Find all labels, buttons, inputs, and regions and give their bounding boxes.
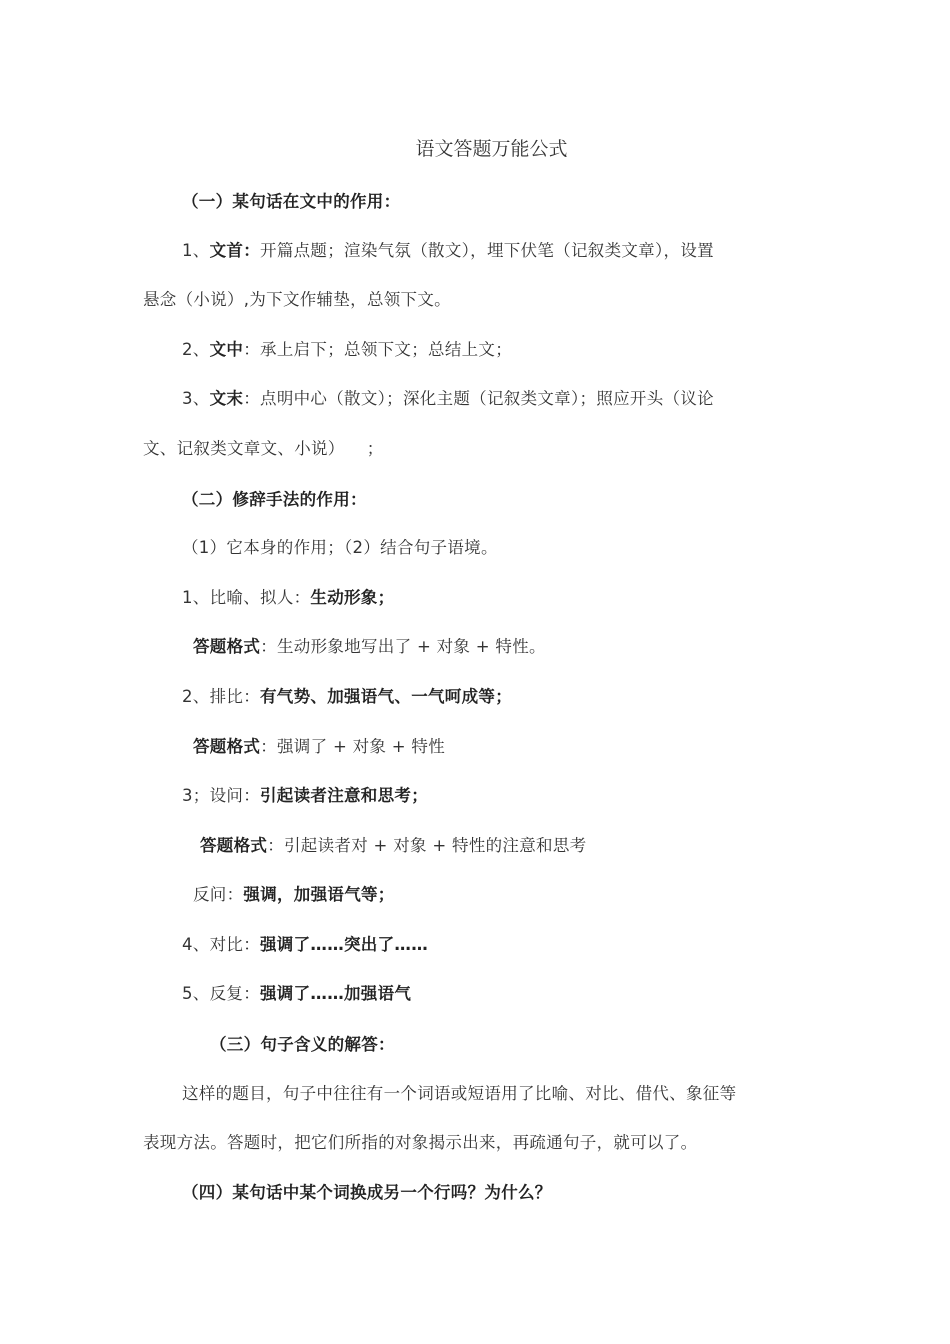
rhetoric-label: 4、对比： bbox=[182, 935, 260, 954]
item-text: 开篇点题；渲染气氛（散文），埋下伏笔（记叙类文章），设置 bbox=[260, 241, 714, 260]
answer-format-label: 答题格式 bbox=[200, 836, 268, 855]
rhetoric-effect: 强调，加强语气等； bbox=[243, 885, 395, 904]
rhetoric-label: 反问： bbox=[193, 885, 244, 904]
item-text: ：点明中心（散文）；深化主题（记叙类文章）；照应开头（议论 bbox=[243, 389, 714, 408]
rhetoric-label: 3；设问： bbox=[182, 786, 260, 805]
item-number: 2、 bbox=[182, 340, 210, 359]
document-title: 语文答题万能公式 bbox=[415, 138, 568, 160]
item-keyword: 文首： bbox=[209, 241, 261, 260]
sec1-item-3-continued: 文、记叙类文章文、小说） ； bbox=[143, 439, 384, 458]
sec1-item-2 bbox=[182, 338, 512, 362]
item-keyword: 文末 bbox=[209, 389, 244, 408]
item-number: 3、 bbox=[182, 389, 210, 408]
sec1-item-1 bbox=[182, 239, 714, 263]
section-1-heading: （一）某句话在文中的作用： bbox=[182, 192, 401, 211]
rhetoric-rhetorical-question bbox=[193, 883, 395, 907]
rhetoric-label: 2、排比： bbox=[182, 687, 260, 706]
rhetoric-effect: 有气势、加强语气、一气呵成等； bbox=[260, 687, 512, 706]
sec1-item-3 bbox=[182, 387, 714, 411]
item-number: 1、 bbox=[182, 241, 210, 260]
answer-format-label: 答题格式 bbox=[193, 637, 261, 656]
rhetoric-parallelism bbox=[182, 685, 512, 709]
section-2-heading: （二）修辞手法的作用： bbox=[182, 490, 367, 509]
rhetoric-repetition bbox=[182, 982, 411, 1006]
answer-format-text: ：强调了 + 对象 + 特性 bbox=[260, 737, 446, 756]
rhetoric-contrast bbox=[182, 933, 428, 957]
sec3-paragraph-line-2: 表现方法。答题时，把它们所指的对象揭示出来，再疏通句子，就可以了。 bbox=[143, 1133, 698, 1152]
answer-format-text: ：生动形象地写出了 + 对象 + 特性。 bbox=[260, 637, 546, 656]
section-4-heading: （四）某句话中某个词换成另一个行吗？为什么？ bbox=[182, 1183, 552, 1202]
answer-format-label: 答题格式 bbox=[193, 737, 261, 756]
rhetoric-question bbox=[182, 784, 428, 808]
sec1-item-1-continued: 悬念（小说）,为下文作辅垫，总领下文。 bbox=[143, 290, 451, 309]
rhetoric-effect: 引起读者注意和思考； bbox=[260, 786, 428, 805]
rhetoric-effect: 强调了……突出了…… bbox=[260, 935, 428, 954]
item-text: ：承上启下；总领下文；总结上文； bbox=[243, 340, 513, 359]
sec2-intro: （1）它本身的作用；（2）结合句子语境。 bbox=[182, 538, 498, 557]
answer-format-text: ：引起读者对 + 对象 + 特性的注意和思考 bbox=[267, 836, 587, 855]
sec3-paragraph-line-1: 这样的题目，句子中往往有一个词语或短语用了比喻、对比、借代、象征等 bbox=[182, 1084, 737, 1103]
rhetoric-effect: 生动形象； bbox=[310, 588, 395, 607]
answer-format-3 bbox=[200, 834, 586, 858]
section-3-heading: （三）句子含义的解答： bbox=[210, 1035, 395, 1054]
rhetoric-label: 1、比喻、拟人： bbox=[182, 588, 311, 607]
rhetoric-metaphor bbox=[182, 586, 394, 610]
rhetoric-effect: 强调了……加强语气 bbox=[260, 984, 412, 1003]
item-keyword: 文中 bbox=[209, 340, 244, 359]
rhetoric-label: 5、反复： bbox=[182, 984, 260, 1003]
answer-format-1 bbox=[193, 635, 546, 659]
answer-format-2 bbox=[193, 735, 445, 759]
